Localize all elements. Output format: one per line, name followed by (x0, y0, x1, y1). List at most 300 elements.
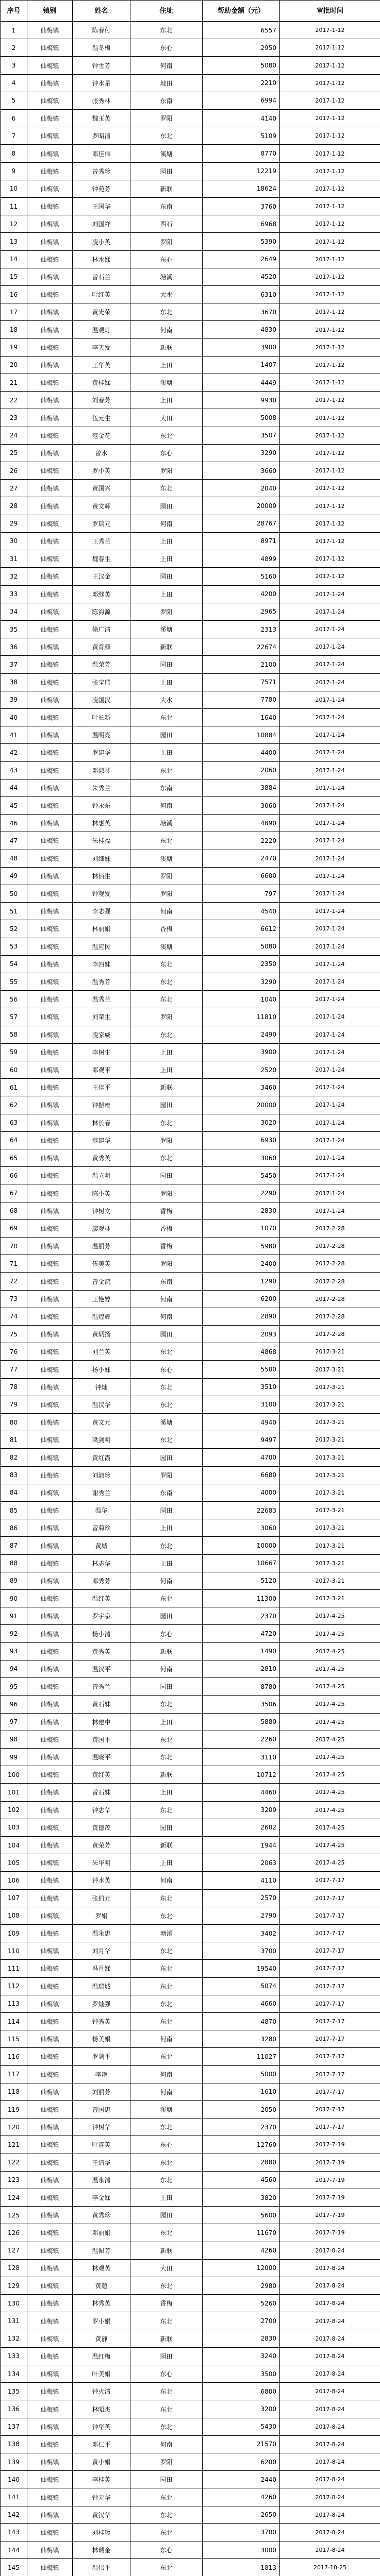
cell-approval-date: 2017-4-25 (280, 1660, 380, 1677)
table-row (1, 2154, 380, 2171)
table-row (1, 920, 380, 938)
cell-amount: 3670 (203, 303, 280, 321)
cell-name: 叶红英 (73, 286, 130, 303)
cell-name: 林丽娟 (73, 920, 130, 938)
cell-amount: 2040 (203, 480, 280, 497)
cell-address: 东北 (130, 1696, 203, 1713)
cell-address: 香梅 (130, 920, 203, 938)
cell-approval-date: 2017-4-25 (280, 1766, 380, 1784)
cell-approval-date: 2017-7-17 (280, 2030, 380, 2048)
cell-approval-date: 2017-1-24 (280, 726, 380, 744)
cell-name: 林水娣 (73, 250, 130, 268)
cell-address: 新联 (130, 638, 203, 656)
cell-address: 园田 (130, 2471, 203, 2488)
cell-amount: 12000 (203, 2259, 280, 2277)
cell-approval-date: 2017-1-12 (280, 427, 380, 444)
cell-town: 仙梅镇 (27, 1131, 73, 1149)
cell-address: 罗阳 (130, 1184, 203, 1202)
cell-approval-date: 2017-3-21 (280, 1537, 380, 1554)
cell-address: 溪塘 (130, 145, 203, 162)
cell-town: 仙梅镇 (27, 1607, 73, 1625)
cell-amount: 10667 (203, 1554, 280, 1572)
cell-address: 东北 (130, 2277, 203, 2295)
cell-approval-date: 2017-1-24 (280, 1202, 380, 1219)
cell-approval-date: 2017-1-12 (280, 532, 380, 550)
cell-amount: 21570 (203, 2435, 280, 2453)
cell-address: 东北 (130, 1378, 203, 1396)
cell-approval-date: 2017-1-24 (280, 991, 380, 1008)
table-row (1, 603, 380, 620)
cell-approval-date: 2017-1-12 (280, 74, 380, 92)
table-row (1, 815, 380, 832)
cell-amount: 2440 (203, 2471, 280, 2488)
cell-address: 何南 (130, 321, 203, 338)
cell-approval-date: 2017-4-25 (280, 1784, 380, 1801)
cell-town: 仙梅镇 (27, 286, 73, 303)
cell-amount: 3060 (203, 796, 280, 814)
cell-name: 杨美娟 (73, 2030, 130, 2048)
cell-amount: 3000 (203, 2541, 280, 2559)
cell-address: 东北 (130, 991, 203, 1008)
cell-name: 黄光荣 (73, 303, 130, 321)
cell-address: 园田 (130, 1449, 203, 1466)
table-row (1, 1131, 380, 1149)
table-row (1, 1836, 380, 1854)
cell-amount: 2063 (203, 1854, 280, 1872)
table-row (1, 1572, 380, 1589)
table-row (1, 2119, 380, 2136)
cell-index: 67 (1, 1184, 27, 1202)
cell-address: 园田 (130, 497, 203, 515)
cell-name: 刘国祥 (73, 215, 130, 233)
table-row (1, 885, 380, 902)
cell-address: 上田 (130, 1854, 203, 1872)
table-row (1, 1431, 380, 1449)
cell-index: 34 (1, 603, 27, 620)
cell-address: 东北 (130, 1114, 203, 1131)
cell-town: 仙梅镇 (27, 1449, 73, 1466)
cell-amount: 1944 (203, 1836, 280, 1854)
cell-town: 仙梅镇 (27, 2171, 73, 2189)
cell-index: 46 (1, 815, 27, 832)
cell-approval-date: 2017-7-17 (280, 2119, 380, 2136)
cell-index: 21 (1, 374, 27, 392)
cell-approval-date: 2017-7-17 (280, 2065, 380, 2083)
cell-index: 64 (1, 1131, 27, 1149)
cell-town: 仙梅镇 (27, 2435, 73, 2453)
cell-name: 黄汉华 (73, 2506, 130, 2523)
cell-approval-date: 2017-8-24 (280, 2383, 380, 2400)
cell-name: 叶长新 (73, 708, 130, 726)
cell-approval-date: 2017-8-24 (280, 2400, 380, 2418)
cell-index: 81 (1, 1431, 27, 1449)
cell-address: 园田 (130, 568, 203, 585)
cell-town: 仙梅镇 (27, 1942, 73, 1960)
cell-name: 钟秀英 (73, 2012, 130, 2030)
cell-town: 仙梅镇 (27, 2400, 73, 2418)
cell-index: 120 (1, 2119, 27, 2136)
cell-amount: 5160 (203, 568, 280, 585)
cell-approval-date: 2017-1-12 (280, 110, 380, 127)
cell-amount: 3507 (203, 427, 280, 444)
cell-name: 王秀兰 (73, 532, 130, 550)
table-row (1, 250, 380, 268)
cell-address: 东北 (130, 1960, 203, 1977)
cell-index: 111 (1, 1960, 27, 1977)
cell-address: 东北 (130, 2171, 203, 2189)
cell-approval-date: 2017-1-24 (280, 955, 380, 973)
cell-approval-date: 2017-1-24 (280, 973, 380, 990)
cell-amount: 1070 (203, 1219, 280, 1237)
cell-address: 上田 (130, 744, 203, 761)
cell-address: 东北 (130, 2488, 203, 2506)
cell-index: 89 (1, 1572, 27, 1589)
cell-approval-date: 2017-1-24 (280, 585, 380, 603)
cell-name: 黄炳扬 (73, 1326, 130, 1343)
cell-town: 仙梅镇 (27, 550, 73, 568)
cell-amount: 10712 (203, 1766, 280, 1784)
cell-name: 温明亮 (73, 726, 130, 744)
cell-town: 仙梅镇 (27, 1731, 73, 1748)
cell-name: 林惠英 (73, 815, 130, 832)
cell-town: 仙梅镇 (27, 409, 73, 427)
cell-address: 东北 (130, 1907, 203, 1924)
cell-town: 仙梅镇 (27, 1836, 73, 1854)
table-row (1, 2242, 380, 2259)
table-row (1, 1043, 380, 1061)
cell-amount: 3280 (203, 2030, 280, 2048)
table-row (1, 2189, 380, 2206)
cell-index: 29 (1, 515, 27, 532)
cell-index: 40 (1, 708, 27, 726)
cell-amount: 3402 (203, 1924, 280, 1942)
cell-name: 黄红英 (73, 1766, 130, 1784)
cell-index: 8 (1, 145, 27, 162)
cell-amount: 8780 (203, 1678, 280, 1696)
cell-amount: 3820 (203, 2189, 280, 2206)
cell-amount: 3290 (203, 444, 280, 462)
table-row (1, 779, 380, 796)
cell-address: 东北 (130, 1977, 203, 1995)
cell-town: 仙梅镇 (27, 1466, 73, 1484)
cell-approval-date: 2017-4-25 (280, 1696, 380, 1713)
cell-address: 东心 (130, 1625, 203, 1642)
cell-index: 36 (1, 638, 27, 656)
cell-approval-date: 2017-3-21 (280, 1590, 380, 1607)
cell-amount: 19540 (203, 1960, 280, 1977)
cell-approval-date: 2017-2-28 (280, 1290, 380, 1308)
table-row (1, 2136, 380, 2154)
cell-index: 139 (1, 2453, 27, 2471)
cell-town: 仙梅镇 (27, 761, 73, 779)
table-row (1, 1731, 380, 1748)
cell-index: 44 (1, 779, 27, 796)
cell-name: 黄文元 (73, 1414, 130, 1431)
cell-town: 仙梅镇 (27, 1396, 73, 1413)
cell-town: 仙梅镇 (27, 1273, 73, 1290)
cell-amount: 2100 (203, 656, 280, 673)
cell-approval-date: 2017-1-12 (280, 162, 380, 180)
cell-town: 仙梅镇 (27, 1784, 73, 1801)
cell-town: 仙梅镇 (27, 1308, 73, 1325)
cell-approval-date: 2017-1-24 (280, 744, 380, 761)
cell-address: 东北 (130, 2154, 203, 2171)
cell-address: 罗阳 (130, 1255, 203, 1273)
cell-approval-date: 2017-7-19 (280, 2136, 380, 2154)
cell-address: 新联 (130, 180, 203, 197)
cell-address: 东北 (130, 427, 203, 444)
cell-town: 仙梅镇 (27, 1378, 73, 1396)
cell-index: 33 (1, 585, 27, 603)
table-row (1, 2347, 380, 2365)
cell-approval-date: 2017-1-12 (280, 286, 380, 303)
table-row (1, 973, 380, 990)
cell-approval-date: 2017-1-12 (280, 127, 380, 145)
cell-name: 罗昭清 (73, 127, 130, 145)
cell-name: 凌家威 (73, 1026, 130, 1043)
cell-name: 张伯元 (73, 1889, 130, 1907)
cell-name: 谢秀兰 (73, 1484, 130, 1501)
cell-index: 130 (1, 2295, 27, 2312)
cell-address: 上田 (130, 585, 203, 603)
table-row (1, 2312, 380, 2330)
cell-index: 107 (1, 1889, 27, 1907)
cell-approval-date: 2017-3-21 (280, 1378, 380, 1396)
cell-address: 溪塘 (130, 938, 203, 955)
cell-index: 62 (1, 1096, 27, 1114)
table-row (1, 2365, 380, 2383)
cell-amount: 2830 (203, 1202, 280, 1219)
cell-index: 35 (1, 620, 27, 638)
cell-amount: 3460 (203, 1079, 280, 1096)
cell-index: 126 (1, 2224, 27, 2242)
cell-town: 仙梅镇 (27, 2012, 73, 2030)
cell-name: 王清华 (73, 2154, 130, 2171)
cell-amount: 4940 (203, 1414, 280, 1431)
cell-approval-date: 2017-4-25 (280, 1731, 380, 1748)
cell-name: 伍美英 (73, 1255, 130, 1273)
cell-address: 东北 (130, 1590, 203, 1607)
cell-address: 大田 (130, 2259, 203, 2277)
table-row (1, 2259, 380, 2277)
cell-index: 13 (1, 233, 27, 250)
cell-approval-date: 2017-1-24 (280, 867, 380, 885)
cell-index: 26 (1, 462, 27, 480)
table-row (1, 1326, 380, 1343)
cell-town: 仙梅镇 (27, 2119, 73, 2136)
cell-approval-date: 2017-1-24 (280, 620, 380, 638)
cell-town: 仙梅镇 (27, 885, 73, 902)
cell-approval-date: 2017-1-12 (280, 497, 380, 515)
cell-name: 黄超 (73, 2277, 130, 2295)
cell-address: 上田 (130, 550, 203, 568)
cell-town: 仙梅镇 (27, 691, 73, 708)
cell-address: 东北 (130, 2400, 203, 2418)
cell-town: 仙梅镇 (27, 1554, 73, 1572)
cell-address: 东北 (130, 2048, 203, 2065)
cell-index: 97 (1, 1713, 27, 1731)
table-row (1, 2523, 380, 2541)
cell-amount: 4720 (203, 1625, 280, 1642)
table-row (1, 585, 380, 603)
cell-amount: 18624 (203, 180, 280, 197)
cell-index: 56 (1, 991, 27, 1008)
cell-approval-date: 2017-4-25 (280, 1642, 380, 1660)
cell-amount: 5600 (203, 2207, 280, 2224)
table-row (1, 2541, 380, 2559)
cell-index: 68 (1, 1202, 27, 1219)
cell-address: 东北 (130, 127, 203, 145)
table-row (1, 1255, 380, 1273)
cell-name: 林佰生 (73, 867, 130, 885)
cell-address: 何南 (130, 2030, 203, 2048)
cell-index: 18 (1, 321, 27, 338)
cell-amount: 9930 (203, 392, 280, 409)
cell-index: 87 (1, 1537, 27, 1554)
cell-amount: 3660 (203, 462, 280, 480)
cell-name: 温丽芳 (73, 1238, 130, 1255)
table-row (1, 1026, 380, 1043)
cell-approval-date: 2017-7-19 (280, 2171, 380, 2189)
cell-name: 黄城 (73, 1537, 130, 1554)
cell-town: 仙梅镇 (27, 2453, 73, 2471)
cell-address: 东心 (130, 250, 203, 268)
cell-index: 114 (1, 2012, 27, 2030)
cell-town: 仙梅镇 (27, 1960, 73, 1977)
cell-town: 仙梅镇 (27, 779, 73, 796)
table-row (1, 1290, 380, 1308)
cell-amount: 3900 (203, 338, 280, 356)
cell-town: 仙梅镇 (27, 1326, 73, 1343)
cell-name: 罗瑞元 (73, 515, 130, 532)
table-row (1, 1625, 380, 1642)
cell-town: 仙梅镇 (27, 938, 73, 955)
cell-amount: 11670 (203, 2224, 280, 2242)
table-row (1, 409, 380, 427)
cell-name: 刘细妹 (73, 850, 130, 867)
cell-town: 仙梅镇 (27, 1537, 73, 1554)
cell-address: 香梅 (130, 1219, 203, 1237)
table-row (1, 744, 380, 761)
cell-amount: 7571 (203, 673, 280, 691)
cell-town: 仙梅镇 (27, 127, 73, 145)
cell-approval-date: 2017-7-17 (280, 1960, 380, 1977)
table-row (1, 2400, 380, 2418)
header-town: 镇别 (27, 1, 73, 22)
cell-name: 邓秀芳 (73, 1572, 130, 1589)
cell-approval-date: 2017-4-25 (280, 1836, 380, 1854)
cell-amount: 2880 (203, 2154, 280, 2171)
table-row (1, 286, 380, 303)
cell-address: 东北 (130, 1942, 203, 1960)
cell-approval-date: 2017-3-21 (280, 1554, 380, 1572)
cell-approval-date: 2017-1-12 (280, 444, 380, 462)
cell-index: 27 (1, 480, 27, 497)
cell-name: 陈小英 (73, 1184, 130, 1202)
cell-address: 上田 (130, 1043, 203, 1061)
cell-amount: 4868 (203, 1343, 280, 1361)
cell-name: 徐广清 (73, 620, 130, 638)
cell-town: 仙梅镇 (27, 1995, 73, 2012)
table-row (1, 2295, 380, 2312)
cell-approval-date: 2017-1-12 (280, 515, 380, 532)
cell-amount: 4260 (203, 2488, 280, 2506)
cell-index: 86 (1, 1519, 27, 1537)
cell-town: 仙梅镇 (27, 1572, 73, 1589)
cell-town: 仙梅镇 (27, 1096, 73, 1114)
cell-name: 曾菊珍 (73, 1519, 130, 1537)
table-row (1, 796, 380, 814)
cell-approval-date: 2017-7-19 (280, 2224, 380, 2242)
table-body (1, 22, 380, 2576)
cell-town: 仙梅镇 (27, 726, 73, 744)
cell-approval-date: 2017-1-12 (280, 215, 380, 233)
cell-amount: 6310 (203, 286, 280, 303)
table-row (1, 1554, 380, 1572)
table-row (1, 1484, 380, 1501)
cell-amount: 2290 (203, 1184, 280, 1202)
cell-town: 仙梅镇 (27, 92, 73, 109)
cell-index: 82 (1, 1449, 27, 1466)
cell-address: 何南 (130, 2435, 203, 2453)
cell-name: 温煌辉 (73, 1308, 130, 1325)
cell-name: 林长春 (73, 1114, 130, 1131)
cell-amount: 3884 (203, 779, 280, 796)
cell-approval-date: 2017-2-28 (280, 1326, 380, 1343)
cell-name: 刘丽芳 (73, 2083, 130, 2100)
table-row (1, 1889, 380, 1907)
cell-approval-date: 2017-4-25 (280, 1854, 380, 1872)
table-row (1, 1766, 380, 1784)
cell-town: 仙梅镇 (27, 2506, 73, 2523)
cell-name: 魏春生 (73, 550, 130, 568)
cell-approval-date: 2017-8-24 (280, 2523, 380, 2541)
cell-amount: 797 (203, 885, 280, 902)
cell-approval-date: 2017-10-25 (280, 2559, 380, 2576)
cell-index: 143 (1, 2523, 27, 2541)
cell-town: 仙梅镇 (27, 39, 73, 57)
table-row (1, 1008, 380, 1026)
table-row (1, 1378, 380, 1396)
cell-town: 仙梅镇 (27, 1678, 73, 1696)
cell-amount: 22683 (203, 1502, 280, 1519)
cell-approval-date: 2017-1-24 (280, 1043, 380, 1061)
cell-index: 3 (1, 57, 27, 74)
cell-approval-date: 2017-8-24 (280, 2435, 380, 2453)
cell-approval-date: 2017-2-28 (280, 1273, 380, 1290)
cell-amount: 2220 (203, 832, 280, 850)
cell-town: 仙梅镇 (27, 2541, 73, 2559)
cell-name: 温立明 (73, 1167, 130, 1184)
table-row (1, 127, 380, 145)
cell-approval-date: 2017-1-24 (280, 885, 380, 902)
cell-address: 东北 (130, 1801, 203, 1819)
cell-address: 东南 (130, 1273, 203, 1290)
cell-name: 陈海源 (73, 603, 130, 620)
cell-address: 上田 (130, 356, 203, 374)
cell-index: 133 (1, 2347, 27, 2365)
cell-amount: 12219 (203, 162, 280, 180)
cell-name: 钟志华 (73, 1801, 130, 1819)
cell-index: 30 (1, 532, 27, 550)
cell-town: 仙梅镇 (27, 1924, 73, 1942)
cell-address: 东北 (130, 2418, 203, 2435)
cell-town: 仙梅镇 (27, 1149, 73, 1167)
cell-index: 73 (1, 1290, 27, 1308)
cell-amount: 20000 (203, 497, 280, 515)
table-row (1, 2383, 380, 2400)
cell-name: 朱秀兰 (73, 779, 130, 796)
